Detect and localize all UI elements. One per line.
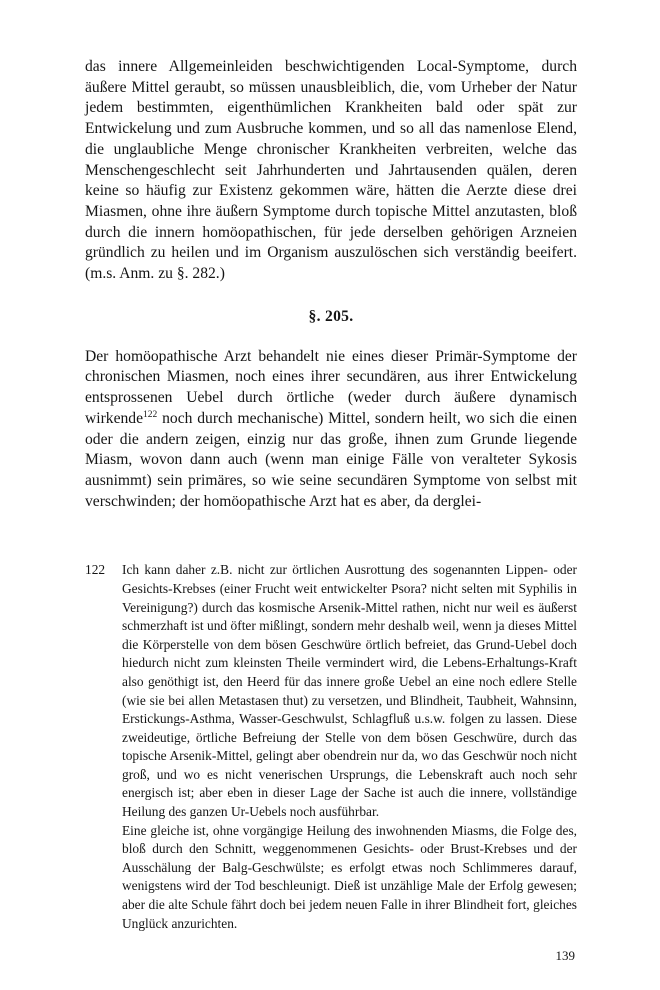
footnote-paragraph: Eine gleiche ist, ohne vorgängige Heilung des inwohnenden Miasms, die Folge des, bloß durch den Schnitt, weggenommenen Gesichts- oder Brust-Krebses und der Ausschälung der Balg-Geschwülste; es erfolgt etwas noch Schlimmeres darauf, wenigstens wird der Tod beschleunigt. Dieß ist unzählige Male der Erfolg gewesen; aber die alte Schule fährt doch bei jedem neuen Falle in ihrer Blindheit fort, gleiches Unglück anzurichten. (122, 822, 577, 931)
footnote-text: Ich kann daher z.B. nicht zur örtlichen Ausrottung des sogenannten Lippen- oder Gesichts-Krebses (einer Frucht weit entwickelter Psora? nicht selten mit Syphilis in Vereinigung?) durch das kosmische Arsenik-Mittel rathen, nicht nur weil es äußerst schmerzhaft ist und öfter mißlingt, sondern mehr deshalb weil, wenn ja dieses Mittel die Körperstelle von dem bösen Geschwüre örtlich befreiet, das Grund-Uebel doch hiedurch nicht zum kleinsten Theile vermindert wird, die Lebens-Erhaltungs-Kraft also genöthigt ist, den Heerd für das innere große Uebel an eine noch edlere Stelle (wie sie bei allen Metastasen thut) zu versetzen, und Blindheit, Taubheit, Wahnsinn, Erstickungs-Asthma, Wasser-Geschwulst, Schlagfluß u.s.w. folgen zu lassen. Diese zweideutige, örtliche Befreiung der Stelle von dem bösen Geschwüre, durch das topische Arsenik-Mittel, gelingt aber obendrein nur da, wo das Geschwür noch nicht groß, und wo es nicht venerischen Ursprungs, die Lebenskraft auch noch sehr energisch ist; aber eben in dieser Lage der Sache ist auch die innere, vollständige Heilung des ganzen Ur-Uebels noch ausführbar. (122, 562, 577, 820)
text-block (85, 57, 577, 933)
footnote-paragraph (85, 561, 577, 821)
paragraph-continuation: das innere Allgemeinleiden beschwichtigenden Local-Symptome, durch äußere Mittel geraubt, so müssen unausbleiblich, die, vom Urheber der Natur jedem bestimmten, eigenthümlichen Krankheiten bald oder spät zur Entwickelung und zum Ausbruche kommen, und so all das namenlose Elend, die unglaubliche Menge chronischer Krankheiten verbreiten, welche das Menschengeschlecht seit Jahrhunderten und Jahrtausenden quälen, deren keine so häufig zur Existenz gekommen wäre, hätten die Aerzte diese drei Miasmen, ohne ihre äußern Symptome durch topische Mittel anzutasten, bloß durch die innern homöopathischen, für jede derselben gehörigen Arzneien gründlich zu heilen und im Organism auszulöschen sich verständig beeifert. (m.s. Anm. zu §. 282.) (85, 58, 577, 283)
footnote-block (85, 561, 577, 933)
section-heading: §. 205. (308, 307, 354, 325)
paragraph-body (85, 347, 577, 513)
page-number: 139 (555, 948, 575, 963)
paragraph-body-text-after: noch durch mechanische) Mittel, sondern heilt, wo sich die einen oder die andern zeigen, einzig nur das große, ihnen zum Grunde liegende Miasm, wovon dann auch (wenn man einige Fälle von veralteter Sykosis ausnimmt) sein primäres, so wie seine secundären Symptome von selbst mit verschwinden; der homöopathische Arzt hat es aber, da derglei- (85, 409, 577, 510)
paragraph-body-text-before: Der homöopathische Arzt behandelt nie eines dieser Primär-Symptome der chronischen Miasmen, noch eines ihrer secundären, aus ihrer Entwickelung entsprossenen Uebel durch örtliche (weder durch äußere dynamisch wirkende (85, 347, 577, 427)
footnote-reference: 122 (143, 409, 158, 420)
footnote-number: 122 (85, 562, 106, 578)
